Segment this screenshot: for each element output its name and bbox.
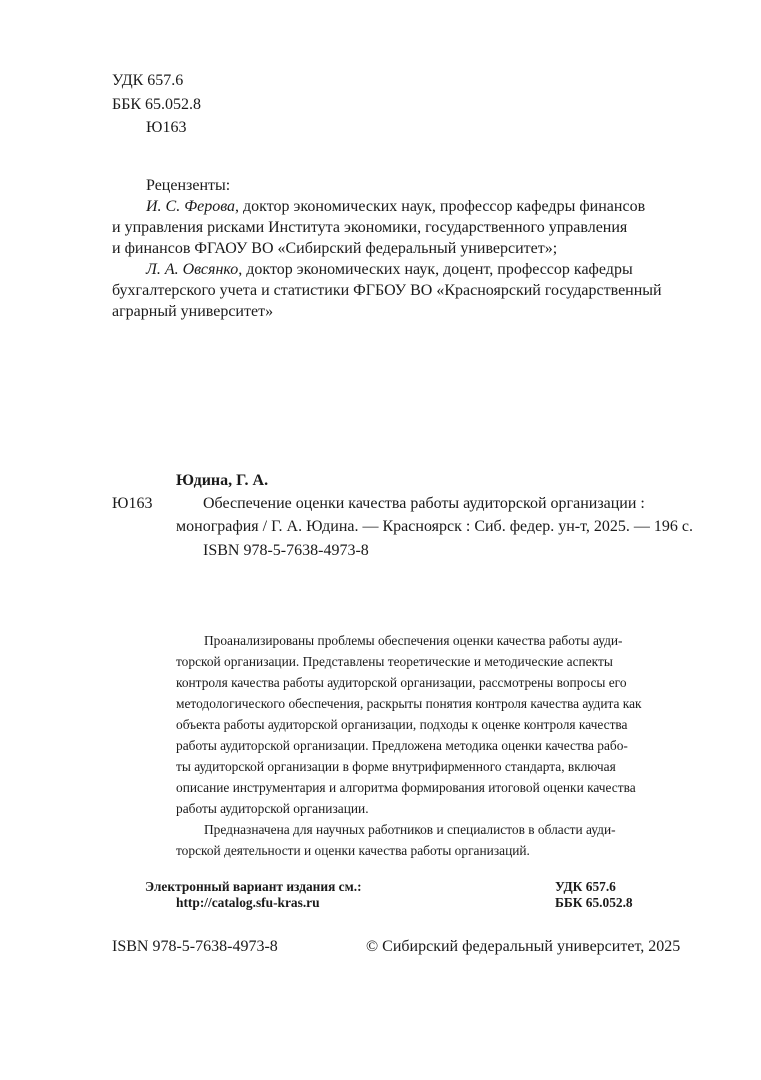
- abstract-line: работы аудиторской организации.: [176, 801, 369, 816]
- abstract-paragraph-1: [176, 630, 654, 819]
- abstract: [176, 630, 654, 861]
- ebook-url[interactable]: http://catalog.sfu-kras.ru: [176, 895, 320, 910]
- footer-udk: УДК 657.6: [555, 879, 616, 894]
- ebook-label: Электронный вариант издания см.:: [145, 879, 362, 894]
- bib-title-line-1: Обеспечение оценки качества работы аудиторской организации :: [203, 495, 645, 512]
- copyright: © Сибирский федеральный университет, 2025: [366, 938, 681, 955]
- reviewer-2-name: Л. А. Овсянко: [146, 261, 239, 278]
- reviewer-1-line-1: И. С. Ферова, доктор экономических наук, профессор кафедры финансов: [146, 198, 646, 215]
- reviewer-2-line-1: Л. А. Овсянко, доктор экономических наук, доцент, профессор кафедры: [146, 261, 633, 278]
- udk-code: УДК 657.6: [112, 72, 184, 89]
- abstract-line: Предназначена для научных работников и специалистов в области ауди-: [204, 822, 616, 837]
- author-sign-code: Ю163: [146, 119, 187, 136]
- abstract-line: торской деятельности и оценки качества работы организаций.: [176, 843, 530, 858]
- abstract-line: контроля качества работы аудиторской организации, рассмотрены вопросы его: [176, 675, 627, 690]
- abstract-line: описание инструментария и алгоритма формирования итоговой оценки качества: [176, 780, 636, 795]
- abstract-line: ты аудиторской организации в форме внутрифирменного стандарта, включая: [176, 759, 616, 774]
- reviewers-block: [112, 175, 662, 322]
- abstract-line: методологического обеспечения, раскрыты понятия контроля качества аудита как: [176, 696, 642, 711]
- reviewer-1-line-2: и управления рисками Института экономики, государственного управления: [112, 219, 628, 236]
- bib-isbn: ISBN 978-5-7638-4973-8: [203, 542, 369, 559]
- bib-title-line-2: монография / Г. А. Юдина. — Красноярск : Сиб. федер. ун-т, 2025. — 196 с.: [176, 518, 693, 535]
- bib-author: Юдина, Г. А.: [176, 472, 269, 489]
- abstract-line: объекта работы аудиторской организации, подходы к оценке контроля качества: [176, 717, 628, 732]
- reviewer-2-line-2: бухгалтерского учета и статистики ФГБОУ ВО «Красноярский государственный: [112, 282, 662, 299]
- reviewer-1-name: И. С. Ферова: [146, 198, 236, 215]
- reviewer-1-line-3: и финансов ФГАОУ ВО «Сибирский федеральный университет»;: [112, 240, 558, 257]
- bbk-code: ББК 65.052.8: [112, 96, 202, 113]
- footer-bbk: ББК 65.052.8: [555, 895, 633, 910]
- reviewers-heading: Рецензенты:: [146, 177, 231, 194]
- abstract-line: работы аудиторской организации. Предложена методика оценки качества рабо-: [176, 738, 628, 753]
- reviewer-2-line-3: аграрный университет»: [112, 303, 274, 320]
- abstract-line: торской организации. Представлены теоретические и методические аспекты: [176, 654, 613, 669]
- abstract-paragraph-2: [176, 819, 654, 861]
- abstract-line: Проанализированы проблемы обеспечения оценки качества работы ауди-: [204, 633, 623, 648]
- bib-code: Ю163: [112, 495, 153, 512]
- footer-isbn: ISBN 978-5-7638-4973-8: [112, 938, 278, 955]
